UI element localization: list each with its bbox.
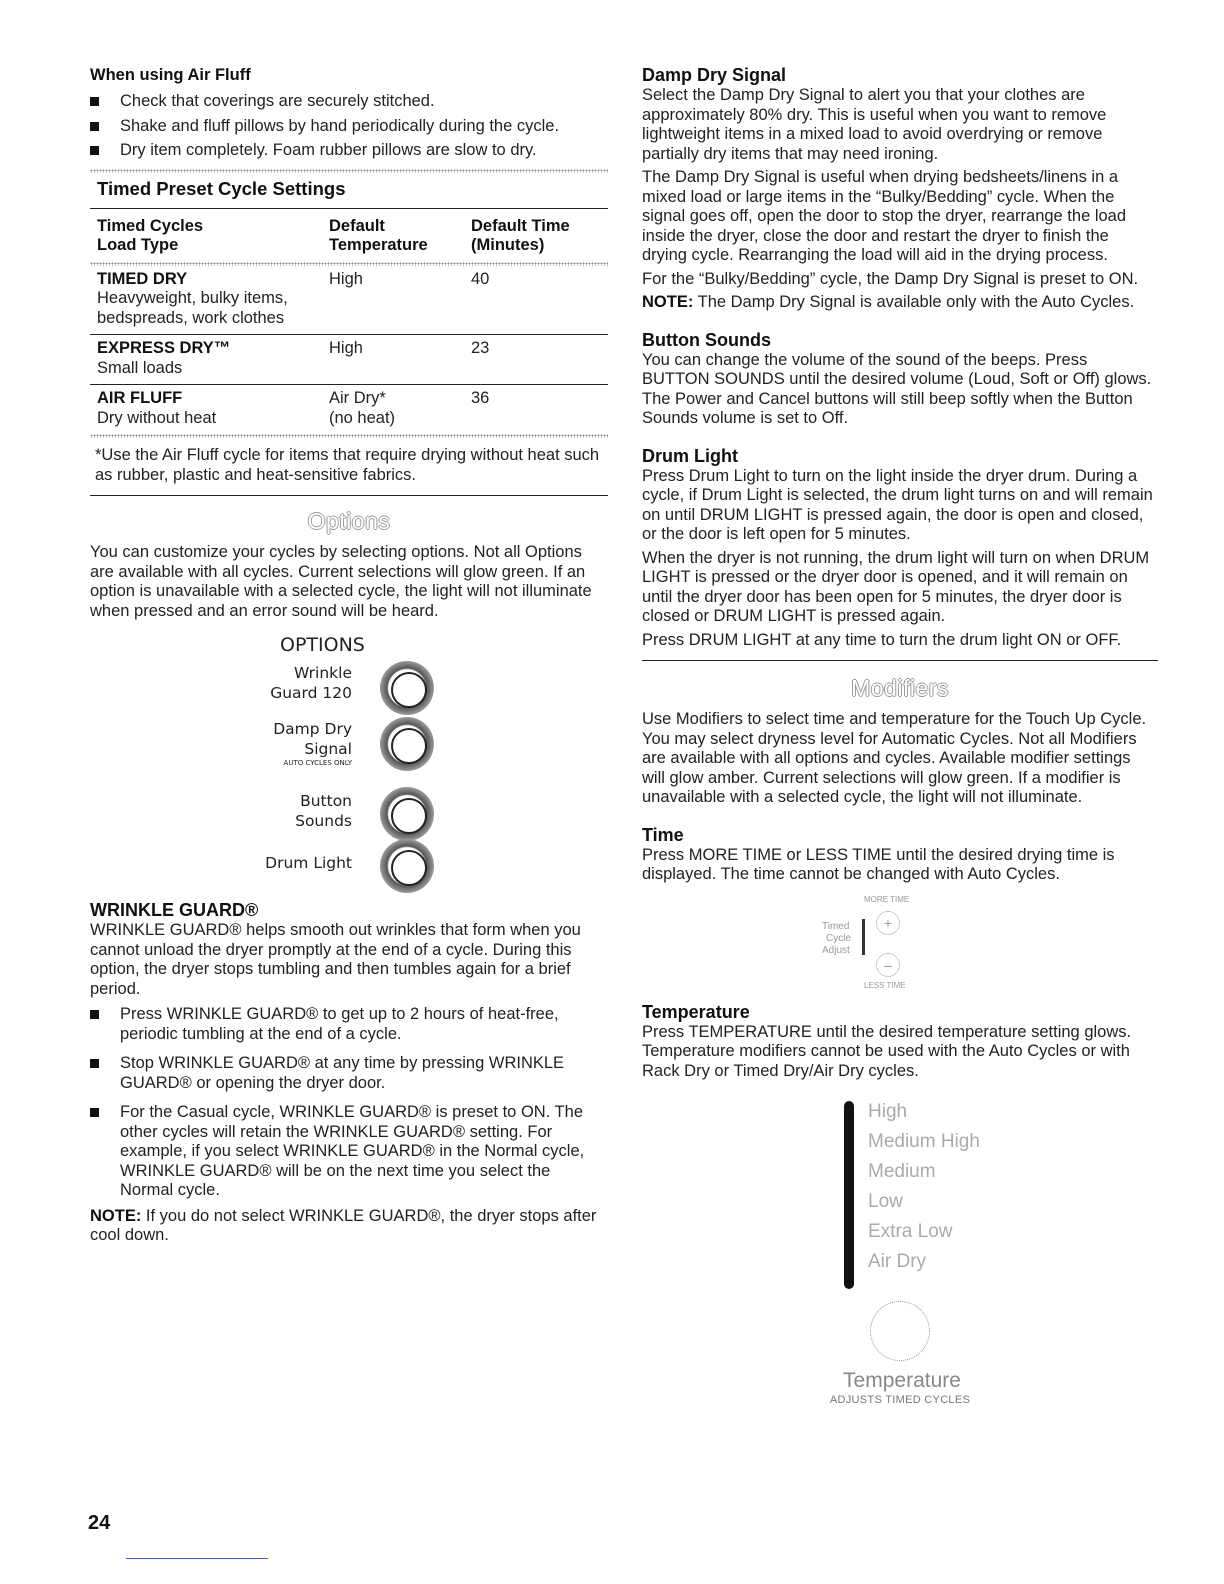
button-sounds-p1: You can change the volume of the sound of the beeps. Press BUTTON SOUNDS until the desired volume (Loud, Soft or Off) glows. The Power and Cancel buttons will still beep softly when the Button Sounds volume is set to Off. — [642, 350, 1152, 427]
list-item: Stop WRINKLE GUARD® at any time by pressing WRINKLE GUARD® or opening the dryer door. — [90, 1054, 608, 1093]
cycle-time: 23 — [471, 339, 490, 357]
damp-dry-label: Damp Dry Signal AUTO CYCLES ONLY — [273, 720, 352, 767]
side-label: Timed — [822, 920, 850, 932]
list-item: Shake and fluff pillows by hand periodically during the cycle. — [90, 117, 608, 137]
list-item: Press WRINKLE GUARD® to get up to 2 hours of heat-free, periodic tumbling at the end of a cycle. — [90, 1005, 608, 1044]
col-header: Timed Cycles — [97, 216, 204, 235]
temperature-subcaption: ADJUSTS TIMED CYCLES — [829, 1394, 971, 1406]
wrinkle-guard-label: Wrinkle Guard 120 — [270, 664, 352, 702]
temp-level-low: Low — [868, 1191, 903, 1212]
cycle-name: AIR FLUFF — [97, 389, 183, 407]
col-header: Load Type — [97, 236, 179, 254]
col-header: (Minutes) — [471, 236, 545, 254]
table-row — [90, 385, 608, 434]
time-buttons-figure — [822, 885, 1158, 995]
damp-dry-signal-button[interactable] — [380, 717, 434, 771]
less-time-button[interactable]: – — [876, 953, 900, 977]
side-label: Adjust — [822, 944, 850, 956]
drum-light-p2: When the dryer is not running, the drum light will turn on when DRUM LIGHT is pressed or the dryer door is opened, and it will remain on until the dryer door has been open for 5 minutes, the dryer door is closed or DRUM LIGHT is pressed again. — [642, 548, 1150, 625]
cycle-temp: High — [329, 269, 363, 288]
divider — [90, 495, 608, 496]
list-item: For the Casual cycle, WRINKLE GUARD® is preset to ON. The other cycles will retain the WRINKLE GUARD® setting. For example, if you select WRINKLE GUARD® in the Normal cycle, WRINKLE GUARD® will be on the next time you select the Normal cycle. — [90, 1103, 608, 1201]
cycle-desc: Small loads — [97, 358, 183, 377]
temperature-heading: Temperature — [642, 1001, 750, 1022]
options-panel — [90, 621, 608, 891]
temp-level-medium: Medium — [868, 1161, 936, 1182]
right-column — [642, 64, 1158, 1406]
table-row — [90, 266, 608, 335]
wrinkle-guard-intro: WRINKLE GUARD® helps smooth out wrinkles that form when you cannot unload the dryer promptly at the end of a cycle. During this option, the dryer stops tumbling and then tumbles again for a brief period. — [90, 921, 581, 998]
drum-light-heading: Drum Light — [642, 445, 738, 466]
side-label: Cycle — [826, 932, 852, 944]
col-header: Default Time — [471, 216, 570, 235]
drum-light-label: Drum Light — [265, 854, 352, 872]
temp-level-air-dry: Air Dry — [868, 1251, 927, 1272]
cycle-temp: Air Dry* — [329, 389, 386, 407]
wrinkle-guard-list — [90, 1005, 608, 1201]
less-time-label: LESS TIME — [864, 980, 906, 990]
button-sounds-label: Button Sounds — [295, 792, 352, 830]
list-item: Dry item completely. Foam rubber pillows are slow to dry. — [90, 141, 608, 161]
button-sounds-heading: Button Sounds — [642, 329, 771, 350]
cycle-time: 36 — [471, 389, 490, 407]
damp-dry-p1: Select the Damp Dry Signal to alert you that your clothes are approximately 80% dry. This is useful when you want to remove lightweight items in a mixed load to avoid overdrying or remove partially dry items that may need ironing. — [642, 86, 1107, 163]
list-item: Check that coverings are securely stitched. — [90, 92, 608, 112]
cycle-desc: Heavyweight, bulky items, — [97, 289, 288, 307]
options-heading: Options — [307, 508, 391, 534]
modifiers-intro: Use Modifiers to select time and temperature for the Touch Up Cycle. You may select dryness level for Automatic Cycles. Not all Modifiers are available with all options and cycles. Available modifier settings will glow amber. Current selections will glow green. If a modifier is unavailable with a selected cycle, the light will not illuminate. — [642, 710, 1147, 806]
temp-level-medium-high: Medium High — [868, 1131, 980, 1152]
options-intro: You can customize your cycles by selecting options. Not all Options are available with all cycles. Current selections will glow green. If an option is unavailable with a selected cycle, the light will not illuminate when pressed and an error sound will be heard. — [90, 543, 592, 620]
temperature-caption: Temperature — [843, 1369, 961, 1392]
col-header: Temperature — [329, 236, 428, 254]
time-p1: Press MORE TIME or LESS TIME until the desired drying time is displayed. The time cannot be changed with Auto Cycles. — [642, 845, 1115, 883]
damp-dry-note: NOTE: The Damp Dry Signal is available only with the Auto Cycles. — [642, 293, 1135, 311]
footer-rule — [126, 1558, 268, 1559]
wrinkle-guard-button[interactable] — [380, 661, 434, 715]
cycle-name: EXPRESS DRY™ — [97, 339, 231, 357]
temp-level-high: High — [868, 1101, 908, 1122]
more-time-button[interactable]: + — [876, 911, 900, 935]
table-footnote: *Use the Air Fluff cycle for items that require drying without heat such as rubber, plastic and heat-sensitive fabrics. — [95, 446, 600, 484]
cycle-time: 40 — [471, 269, 490, 288]
cycle-temp: High — [329, 339, 363, 357]
damp-dry-p2: The Damp Dry Signal is useful when drying bedsheets/linens in a mixed load or large items in the “Bulky/Bedding” cycle. When the signal goes off, open the door to stop the dryer, rearrange the load inside the dryer, close the door and restart the dryer to finish the drying cycle. Rearranging the load will aid in the drying process. — [642, 168, 1127, 264]
temperature-button[interactable] — [870, 1301, 930, 1361]
table-title: Timed Preset Cycle Settings — [97, 177, 346, 199]
page-number: 24 — [88, 1512, 111, 1534]
drum-light-p1: Press Drum Light to turn on the light inside the dryer drum. During a cycle, if Drum Light is selected, the drum light turns on and will remain on until DRUM LIGHT is pressed again, the door is open and closed, or the door is left open for 5 minutes. — [642, 466, 1153, 543]
left-column — [90, 64, 608, 1246]
temperature-panel — [829, 1101, 1158, 1406]
more-time-label: MORE TIME — [864, 894, 910, 904]
wrinkle-guard-heading: WRINKLE GUARD® — [90, 900, 259, 920]
button-sounds-button[interactable] — [380, 787, 434, 841]
divider — [642, 660, 1158, 661]
table-header-row — [90, 209, 608, 262]
temp-level-extra-low: Extra Low — [868, 1221, 953, 1242]
cycle-desc: Dry without heat — [97, 408, 217, 427]
temperature-p1: Press TEMPERATURE until the desired temperature setting glows. Temperature modifiers cannot be used with the Auto Cycles or with Rack Dry or Timed Dry/Air Dry cycles. — [642, 1022, 1132, 1080]
drum-light-p3: Press DRUM LIGHT at any time to turn the drum light ON or OFF. — [642, 630, 1122, 649]
air-fluff-heading: When using Air Fluff — [90, 66, 251, 84]
damp-dry-heading: Damp Dry Signal — [642, 65, 787, 85]
time-heading: Time — [642, 824, 684, 845]
cycle-desc: bedspreads, work clothes — [97, 308, 285, 327]
cycle-temp-note: (no heat) — [329, 408, 396, 427]
cycle-name: TIMED DRY — [97, 269, 188, 288]
damp-dry-p3: For the “Bulky/Bedding” cycle, the Damp Dry Signal is preset to ON. — [642, 269, 1139, 288]
temperature-indicator-bar — [844, 1101, 854, 1289]
air-fluff-list — [90, 92, 608, 161]
modifiers-heading: Modifiers — [851, 675, 949, 701]
col-header: Default — [329, 216, 385, 235]
table-row — [90, 335, 608, 384]
time-indicator-bar — [862, 919, 865, 955]
drum-light-button[interactable] — [380, 839, 434, 893]
options-panel-title: OPTIONS — [280, 634, 365, 656]
wrinkle-guard-note: NOTE: If you do not select WRINKLE GUARD®, the dryer stops after cool down. — [90, 1206, 597, 1244]
